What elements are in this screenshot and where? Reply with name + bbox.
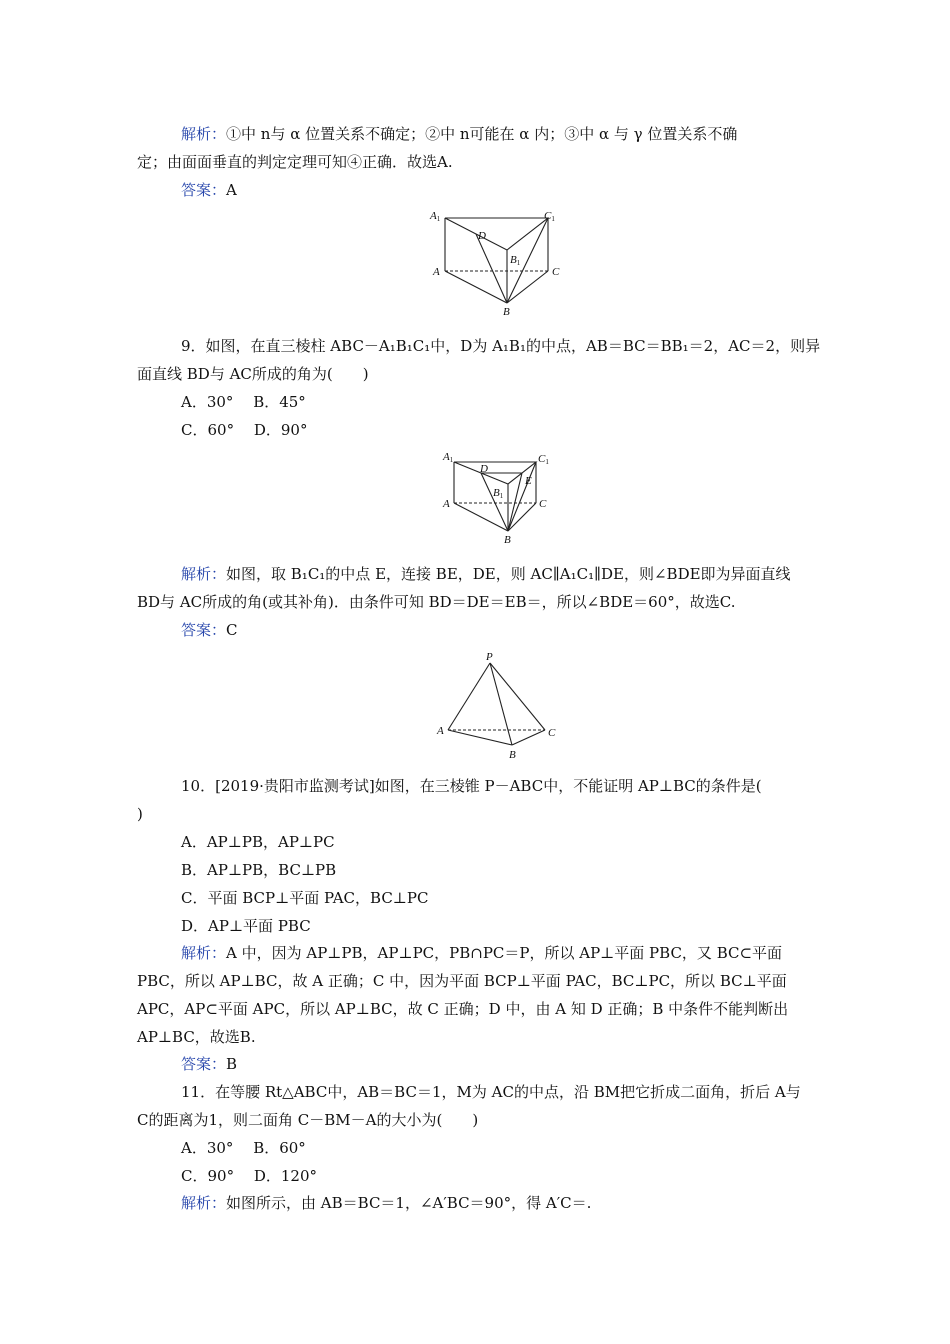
q10-answer — [181, 1054, 813, 1074]
q10-analysis-line1 — [181, 943, 813, 963]
prism2-label-d: D — [480, 463, 488, 475]
tetra-label-a: A — [437, 725, 444, 737]
prism2-label-a1: A1 — [443, 451, 454, 464]
q8-answer-value: A — [226, 181, 237, 199]
prism1-label-c: C — [552, 266, 560, 278]
prism2-edge-ab — [454, 503, 508, 531]
q10-analysis-line2: PBC，所以 AP⊥BC，故 A 正确；C 中，因为平面 BCP⊥平面 PAC，BC⊥PC，所以 BC⊥平面 — [137, 972, 787, 990]
q9-options-line2: C．60° D．90° — [181, 421, 308, 439]
q10-analysis-line4: AP⊥BC，故选B. — [137, 1028, 256, 1046]
prism1-top-face — [445, 218, 548, 250]
q9-options-line1: A．30° B．45° — [181, 393, 306, 411]
q8-answer — [181, 180, 813, 200]
q8-analysis-text: ①中 n与 α 位置关系不确定；②中 n可能在 α 内；③中 α 与 γ 位置关系不确 — [226, 125, 738, 143]
prism1-label-b: B — [503, 306, 510, 318]
tetra-edge-ab — [448, 730, 512, 745]
prism1-segment-bd — [476, 234, 507, 303]
q10-stem-line2: ) — [137, 805, 143, 823]
q9-analysis-text: 如图，取 B₁C₁的中点 E，连接 BE，DE，则 AC∥A₁C₁∥DE，则∠BDE即为异面直线 — [226, 565, 791, 583]
q11-analysis-text: 如图所示，由 AB＝BC＝1，∠A′BC＝90°，得 A′C＝. — [226, 1194, 592, 1212]
q8-answer-label: 答案： — [181, 181, 227, 199]
prism1-edge-cb — [507, 271, 548, 303]
q10-stem-line1: 10．[2019·贵阳市监测考试]如图，在三棱锥 P－ABC中，不能证明 AP⊥BC的条件是( — [181, 777, 762, 795]
prism2-label-c1: C1 — [538, 453, 549, 466]
q8-analysis-line2: 定；由面面垂直的判定定理可知④正确．故选A. — [137, 153, 453, 171]
figure-tetrahedron — [432, 650, 562, 766]
q10-analysis-label: 解析： — [181, 944, 227, 962]
q8-analysis-label: 解析： — [181, 125, 227, 143]
q11-analysis-line1 — [181, 1193, 813, 1213]
tetra-label-p: P — [486, 651, 493, 663]
q10-answer-value: B — [226, 1055, 238, 1073]
q10-answer-label: 答案： — [181, 1055, 227, 1073]
q11-analysis-label: 解析： — [181, 1194, 227, 1212]
figure-prism-2 — [438, 448, 568, 548]
prism1-label-b1: B1 — [510, 254, 521, 267]
q10-option-d: D．AP⊥平面 PBC — [181, 917, 311, 935]
prism1-label-d: D — [478, 230, 486, 242]
q9-analysis-label: 解析： — [181, 565, 227, 583]
q10-option-b: B．AP⊥PB，BC⊥PB — [181, 861, 337, 879]
tetra-edge-pa — [448, 663, 490, 730]
q9-stem-line2: 面直线 BD与 AC所成的角为( ) — [137, 365, 369, 383]
tetra-edge-bc — [512, 730, 545, 745]
q9-stem-line1: 9．如图，在直三棱柱 ABC－A₁B₁C₁中，D为 A₁B₁的中点，AB＝BC＝BB₁＝2，AC＝2，则异 — [181, 337, 821, 355]
q9-analysis-line1 — [181, 564, 813, 584]
q9-analysis-line2: BD与 AC所成的角(或其补角)．由条件可知 BD＝DE＝EB＝，所以∠BDE＝60°，故选C. — [137, 593, 736, 611]
prism1-label-c1: C1 — [544, 210, 555, 223]
prism2-label-a: A — [443, 498, 450, 510]
q8-analysis-line1 — [181, 124, 813, 144]
q10-analysis-text: A 中，因为 AP⊥PB，AP⊥PC，PB∩PC＝P，所以 AP⊥平面 PBC，又 BC⊂平面 — [226, 944, 783, 962]
tetra-label-c: C — [548, 727, 556, 739]
q11-options-line1: A．30° B．60° — [181, 1139, 306, 1157]
q11-stem-line2: C的距离为1，则二面角 C－BM－A的大小为( ) — [137, 1111, 479, 1129]
prism1-label-a: A — [433, 266, 440, 278]
q9-answer-value: C — [226, 621, 238, 639]
prism1-edge-ab — [445, 271, 507, 303]
prism2-edge-cb — [508, 503, 536, 531]
q10-option-a: A．AP⊥PB，AP⊥PC — [181, 833, 335, 851]
q9-answer — [181, 620, 813, 640]
prism2-label-b1: B1 — [493, 487, 504, 500]
q9-answer-label: 答案： — [181, 621, 227, 639]
prism2-segment-bd — [481, 473, 508, 531]
prism2-label-b: B — [504, 534, 511, 546]
prism2-label-e: E — [525, 475, 532, 487]
q11-options-line2: C．90° D．120° — [181, 1167, 317, 1185]
tetra-edge-pc — [490, 663, 545, 730]
tetra-label-b: B — [509, 749, 516, 761]
prism2-label-c: C — [539, 498, 547, 510]
tetra-edge-pb — [490, 663, 512, 745]
figure-prism-1 — [425, 208, 575, 320]
prism1-label-a1: A1 — [430, 210, 441, 223]
q11-stem-line1: 11．在等腰 Rt△ABC中，AB＝BC＝1，M为 AC的中点，沿 BM把它折成二面角，折后 A与 — [181, 1083, 801, 1101]
q10-option-c: C．平面 BCP⊥平面 PAC，BC⊥PC — [181, 889, 429, 907]
q10-analysis-line3: APC，AP⊂平面 APC，所以 AP⊥BC，故 C 正确；D 中，由 A 知 D 正确；B 中条件不能判断出 — [137, 1000, 789, 1018]
